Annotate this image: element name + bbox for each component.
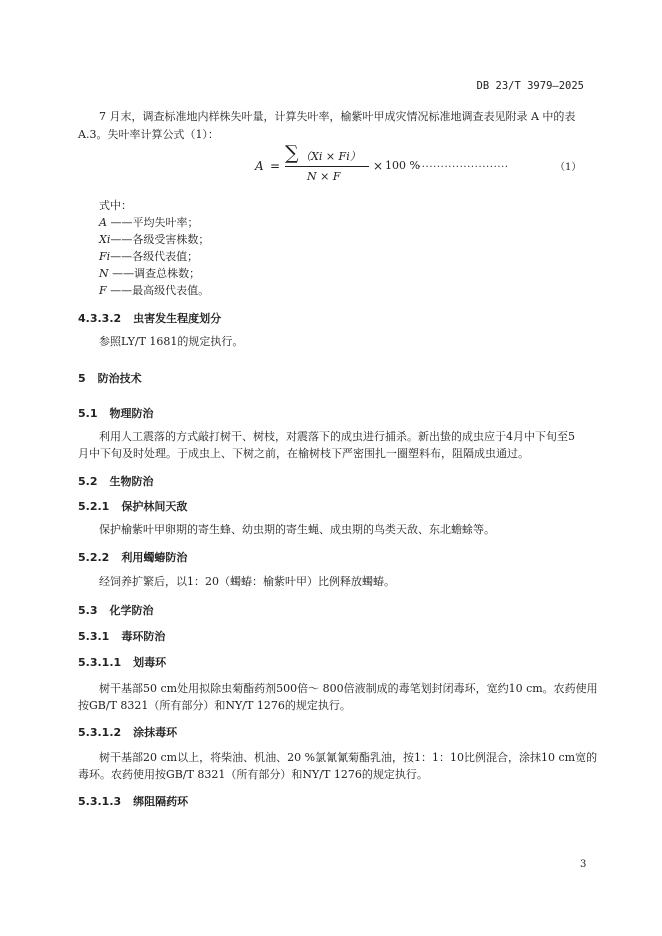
- formula: [255, 142, 585, 186]
- fraction-bar: [285, 166, 369, 167]
- heading-5-3-1-3: 5.3.1.3 绑阻隔药环: [78, 795, 189, 808]
- where-item: Fi——各级代表值；: [99, 250, 199, 263]
- heading-4-3-3-2: 4.3.3.2 虫害发生程度划分: [78, 312, 222, 325]
- intro-line-1: 7 月末，调查标准地内样株失叶量，计算失叶率，榆紫叶甲成灾情况标准地调查表见附录 A 中的表: [99, 110, 576, 123]
- heading-5-2: 5.2 生物防治: [78, 475, 154, 488]
- formula-denominator: N × F: [307, 170, 341, 183]
- paragraph-line: 树干基部20 cm以上，将柴油、机油、20 %氯氰氰菊酯乳油，按1：1：10比例混合，涂抹10 cm宽的: [99, 751, 598, 764]
- heading-5-3-1-1: 5.3.1.1 划毒环: [78, 656, 167, 669]
- heading-5-1: 5.1 物理防治: [78, 407, 154, 420]
- paragraph-line: 按GB/T 8321（所有部分）和NY/T 1276的规定执行。: [78, 699, 351, 712]
- formula-sigma: ∑: [285, 142, 299, 164]
- heading-5: 5 防治技术: [78, 372, 142, 385]
- formula-percent: 100 %: [385, 159, 420, 172]
- heading-5-3: 5.3 化学防治: [78, 604, 154, 617]
- where-item: N ——调查总株数；: [99, 267, 201, 280]
- where-item: Xi——各级受害株数；: [99, 233, 210, 246]
- formula-number: （1）: [555, 162, 582, 173]
- formula-lhs: A: [255, 159, 264, 173]
- heading-5-3-1-2: 5.3.1.2 涂抹毒环: [78, 726, 178, 739]
- paragraph-line: 毒环。农药使用按GB/T 8321（所有部分）和NY/T 1276的规定执行。: [78, 768, 428, 781]
- where-item: F ——最高级代表值。: [99, 284, 210, 297]
- heading-5-2-2: 5.2.2 利用蠋蝽防治: [78, 551, 188, 564]
- heading-5-3-1: 5.3.1 毒环防治: [78, 630, 166, 643]
- page-number: 3: [580, 859, 587, 870]
- formula-times: ×: [373, 159, 384, 173]
- heading-5-2-1: 5.2.1 保护林间天敌: [78, 500, 188, 513]
- formula-numerator: （Xi × Fi）: [300, 150, 361, 163]
- paragraph: 参照LY/T 1681的规定执行。: [99, 335, 244, 348]
- paragraph-line: 月中下旬及时处理。于成虫上、下树之前，在榆树枝下严密围扎一圈塑料布，阻隔成虫通过。: [78, 447, 529, 460]
- formula-leader-dots: ........................: [418, 159, 509, 170]
- standard-number: DB 23/T 3979—2025: [476, 80, 584, 92]
- formula-equals: =: [270, 159, 281, 173]
- paragraph: 经饲养扩繁后，以1：20（蠋蝽：榆紫叶甲）比例释放蠋蝽。: [99, 575, 395, 588]
- where-label: 式中：: [99, 199, 132, 212]
- intro-line-2: A.3。失叶率计算公式（1）：: [78, 128, 219, 141]
- paragraph-line: 利用人工震落的方式敲打树干、树枝，对震落下的成虫进行捕杀。新出蛰的成虫应于4月中下旬至5: [99, 430, 575, 443]
- paragraph-line: 树干基部50 cm处用拟除虫菊酯药剂500倍～ 800倍液制成的毒笔划封闭毒环，宽约10 cm。农药使用: [99, 682, 598, 695]
- paragraph: 保护榆紫叶甲卵期的寄生蜂、幼虫期的寄生蝇、成虫期的鸟类天敌、东北蟾蜍等。: [99, 523, 495, 536]
- where-item: A ——平均失叶率；: [99, 216, 199, 229]
